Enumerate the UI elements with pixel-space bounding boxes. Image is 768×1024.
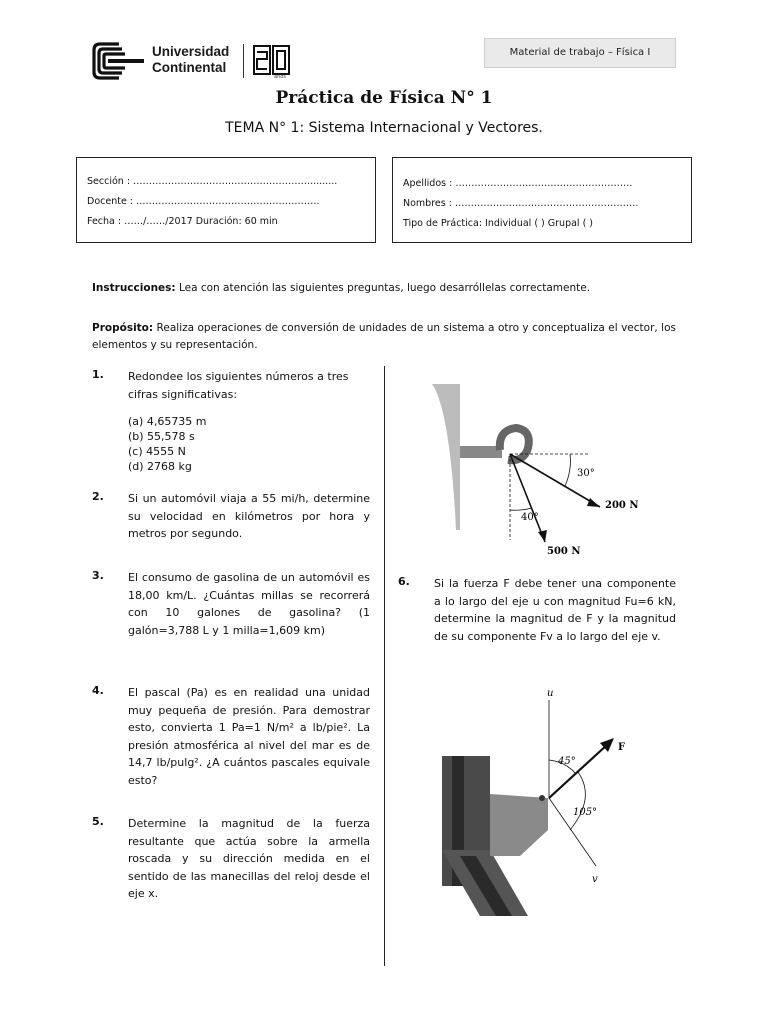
question-3-number: 3. — [92, 569, 104, 582]
question-1-item-a: (a) 4,65735 m — [128, 415, 207, 428]
bolt-point — [539, 795, 545, 801]
instructions — [92, 280, 676, 297]
bolt-shank — [460, 446, 502, 458]
material-label: Material de trabajo – Física I — [484, 38, 676, 68]
anniversary-text: años — [274, 74, 286, 80]
purpose — [92, 320, 676, 354]
force-200-arrowhead — [587, 498, 600, 507]
seccion-field: Sección : ………………………….…………………….......... — [87, 176, 338, 187]
apellidos-field: Apellidos : ………………………….……………………. — [403, 178, 633, 189]
question-4-text: El pascal (Pa) es en realidad una unidad muy pequeña de presión. Para demostrar esto, convierta 1 Pa=1 N/m² a lb/pie². La presión atmosférica al nivel del mar es de 14,7 lb/pulg². ¿A cuántos pascales equivale esto? — [128, 686, 370, 787]
university-line2: Continental — [152, 60, 227, 75]
bracket-force-diagram — [420, 680, 660, 920]
question-1-text: Redondee los siguientes números a tres cifras significativas: — [128, 370, 349, 401]
axis-u-label: u — [547, 688, 554, 699]
eye-ring — [500, 428, 529, 460]
angle-105-label: 105° — [573, 807, 598, 818]
bracket-plate — [490, 794, 548, 856]
force-f-line — [549, 744, 608, 798]
force-500-line — [510, 454, 545, 542]
anniversary-20-icon — [252, 42, 292, 82]
question-2-number: 2. — [92, 490, 104, 503]
axis-v-label: v — [592, 874, 598, 885]
angle-105-arc — [570, 772, 585, 830]
instructions-text: Lea con atención las siguientes preguntas, luego desarróllelas correctamente. — [175, 282, 591, 294]
student-name-box — [392, 157, 692, 243]
page-subtitle: TEMA N° 1: Sistema Internacional y Vectores. — [225, 120, 543, 136]
force-200-label: 200 N — [605, 500, 639, 511]
question-2-text: Si un automóvil viaja a 55 mi/h, determine su velocidad en kilómetros por hora y metros por segundo. — [128, 492, 370, 540]
angle-30-label: 30° — [577, 468, 595, 479]
question-1-number: 1. — [92, 368, 104, 381]
student-info-box — [76, 157, 376, 243]
force-500-arrowhead — [538, 530, 547, 542]
question-1-items — [128, 414, 328, 474]
question-1-item-c: (c) 4555 N — [128, 445, 186, 458]
column-divider — [384, 366, 385, 966]
wall-shape — [432, 384, 460, 530]
force-500-label: 500 N — [547, 546, 581, 557]
page-title: Práctica de Física N° 1 — [275, 88, 493, 108]
question-1-item-d: (d) 2768 kg — [128, 460, 192, 473]
docente-field: Docente : …………………………………………………. — [87, 196, 320, 207]
university-line1: Universidad — [152, 44, 230, 59]
fecha-field: Fecha : ……/……/2017 Duración: 60 min — [87, 216, 278, 227]
angle-40-label: 40° — [521, 512, 539, 523]
nombres-field: Nombres : …………………………………………………. — [403, 198, 639, 209]
angle-45-label: 45° — [558, 756, 576, 767]
university-logo-icon — [92, 42, 146, 80]
question-6-text: Si la fuerza F debe tener una componente a lo largo del eje u con magnitud Fu=6 kN, determine la magnitud de F y la magnitud de su componente Fv a lo largo del eje v. — [434, 577, 676, 643]
question-3-text: El consumo de gasolina de un automóvil es 18,00 km/L. ¿Cuántas millas se recorrerá con 10 galones de gasolina? (1 galón=3,788 L y 1 milla=1,609 km) — [128, 571, 370, 637]
angle-40-arc — [510, 508, 532, 510]
question-1-item-b: (b) 55,578 s — [128, 430, 195, 443]
question-4-number: 4. — [92, 684, 104, 697]
question-5-text: Determine la magnitud de la fuerza resultante que actúa sobre la armella roscada y su dirección medida en el sentido de las manecillas del reloj desde el eje x. — [128, 817, 370, 900]
university-name — [152, 44, 229, 76]
eyebolt-force-diagram — [420, 370, 660, 560]
purpose-label: Propósito: — [92, 322, 154, 334]
purpose-text: Realiza operaciones de conversión de unidades de un sistema a otro y conceptualiza el vector, los elementos y su representación. — [92, 322, 676, 351]
force-200-line — [510, 454, 600, 507]
force-f-label: F — [618, 742, 626, 753]
angle-30-arc — [565, 454, 570, 486]
instructions-label: Instrucciones: — [92, 282, 176, 294]
tipo-practica-field: Tipo de Práctica: Individual ( ) Grupal ( ) — [403, 218, 594, 229]
logo-divider — [243, 44, 244, 78]
question-5-number: 5. — [92, 815, 104, 828]
question-6-number: 6. — [398, 575, 410, 588]
